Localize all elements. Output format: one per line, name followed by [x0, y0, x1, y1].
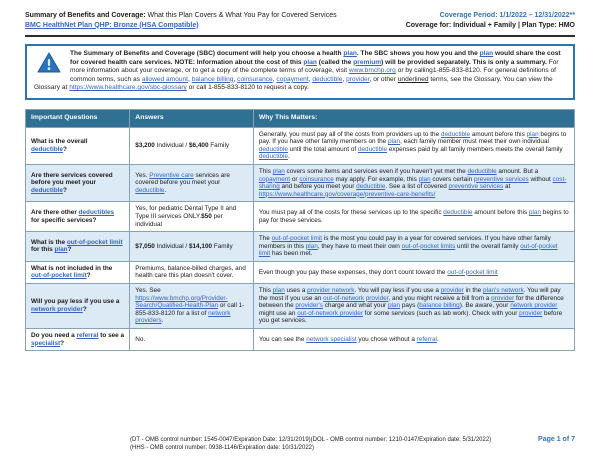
- text-segment: amount. But a: [496, 167, 539, 175]
- text-segment: has been met.: [270, 250, 313, 258]
- inline-link[interactable]: plan's network: [483, 287, 524, 295]
- inline-link[interactable]: coinsurance: [237, 75, 273, 83]
- inline-link[interactable]: deductible: [443, 209, 473, 217]
- text-segment: .: [164, 186, 167, 194]
- inline-link[interactable]: plan: [54, 246, 68, 254]
- text-segment: . The SBC shows you how you and the: [356, 50, 480, 57]
- text-segment: underlined: [397, 75, 429, 83]
- inline-link[interactable]: provider: [440, 287, 464, 295]
- text-segment: ?: [82, 306, 87, 314]
- header-title-block: [25, 11, 339, 30]
- inline-link[interactable]: network providers: [135, 309, 231, 325]
- question-cell: [26, 284, 130, 329]
- text-segment: before you get services.: [258, 309, 563, 325]
- inline-link[interactable]: plan: [418, 175, 431, 183]
- question-cell: [26, 329, 130, 351]
- inline-link[interactable]: Preventive care: [149, 171, 194, 179]
- why-cell: [253, 329, 574, 351]
- table-row: [26, 202, 575, 232]
- inline-link[interactable]: network provider: [510, 302, 558, 310]
- plan-name-link[interactable]: BMC HealthNet Plan QHP: Bronze (HSA Compatible): [25, 21, 199, 29]
- inline-link[interactable]: provider: [519, 309, 543, 317]
- omb-note-line1: (DT - OMB control number: 1545-0047/Expiration Date: 12/31/2019)(DOL - OMB control number: 1210-0147/Expiration date: 5/31/2022): [130, 437, 492, 443]
- text-segment: and before you meet your: [279, 183, 357, 191]
- inline-link[interactable]: preventive services: [474, 175, 529, 183]
- text-segment: at: [503, 183, 511, 191]
- warning-icon: [37, 52, 61, 74]
- text-segment: .: [436, 335, 439, 343]
- inline-link[interactable]: plan: [387, 302, 401, 310]
- inline-link[interactable]: provider: [491, 294, 515, 302]
- question-cell: [26, 164, 130, 201]
- text-segment: Will you pay less if you use a: [31, 298, 120, 306]
- inline-link[interactable]: provider: [346, 75, 370, 83]
- text-segment: until the overall family: [455, 242, 521, 250]
- text-segment: Premiums, balance-billed charges, and health care this plan doesn't cover.: [135, 264, 246, 280]
- text-segment: What is the: [31, 238, 67, 246]
- inline-link[interactable]: referral: [76, 332, 99, 340]
- inline-link[interactable]: specialist: [31, 339, 61, 347]
- text-segment: begins to pay. If you have other family members on the: [258, 130, 567, 146]
- header-divider: [25, 35, 575, 37]
- inline-link[interactable]: out-of-network provider: [297, 309, 363, 317]
- answer-cell: [130, 261, 254, 283]
- inline-link[interactable]: plan: [305, 242, 318, 250]
- table-row: [26, 232, 575, 262]
- column-header-answers: Answers: [130, 109, 254, 127]
- text-segment: covers some items and services even if you haven't yet met the: [284, 167, 468, 175]
- column-header-why-this-matters: Why This Matters:: [253, 109, 574, 127]
- text-segment: No.: [135, 335, 146, 343]
- why-cell: [253, 261, 574, 283]
- text-segment: amount before this: [472, 209, 529, 217]
- why-cell: [253, 127, 574, 164]
- text-segment: is the most you could pay in a year for covered services. If you have other family members in this: [258, 235, 551, 250]
- text-segment: (called the: [316, 58, 354, 66]
- why-cell: [253, 164, 574, 201]
- omb-note-line2: (HHS - OMB control number: 0938-1146/Expiration date: 10/31/2022): [130, 445, 314, 451]
- text-segment: What is the overall: [31, 138, 88, 146]
- text-segment: , and you might receive a bill from a: [388, 294, 492, 302]
- page-number: Page 1 of 7: [538, 436, 575, 443]
- text-segment: covers certain: [430, 175, 474, 183]
- inline-link[interactable]: https://www.healthcare.gov/coverage/preventive-care-benefits/: [258, 190, 436, 198]
- text-segment: Individual /: [154, 141, 189, 149]
- inline-link[interactable]: out-of-pocket limit: [66, 238, 123, 246]
- inline-link[interactable]: https://www.healthcare.gov/sbc-glossary: [69, 84, 187, 92]
- inline-link[interactable]: deductible: [258, 153, 288, 161]
- text-segment: .: [287, 153, 290, 161]
- text-segment: Even though you pay these expenses, they don't count toward the: [258, 268, 448, 276]
- text-segment: for this: [31, 246, 55, 254]
- inline-link[interactable]: deductible: [135, 186, 165, 194]
- text-segment: pays (: [400, 302, 420, 310]
- coverage-for: Coverage for: Individual + Family | Plan Type: HMO: [405, 21, 575, 29]
- inline-link[interactable]: https://www.bmchp.org/Provider-Search/Qualified-Health-Plan: [135, 294, 228, 310]
- text-segment: This: [258, 287, 273, 295]
- inline-link[interactable]: plan: [303, 58, 317, 66]
- coverage-period: Coverage Period: 1/1/2022 – 12/31/2022**: [439, 12, 575, 19]
- text-segment: Yes. See: [135, 287, 161, 295]
- inline-link[interactable]: plan: [388, 138, 401, 146]
- text-segment: may apply. For example, this: [333, 175, 419, 183]
- text-segment: Are there other: [31, 209, 79, 217]
- document-footer: [25, 436, 575, 458]
- text-segment: ,: [233, 75, 238, 83]
- text-segment: You can see the: [258, 335, 307, 343]
- inline-link[interactable]: plan: [272, 167, 285, 175]
- text-segment: for specific services?: [31, 216, 97, 224]
- text-segment: .: [161, 317, 164, 325]
- inline-link[interactable]: out-of-pocket limits: [401, 242, 456, 250]
- answer-cell: [130, 232, 254, 262]
- text-segment: . You will pay the most if you use an: [258, 287, 561, 302]
- table-row: [26, 127, 575, 164]
- inline-link[interactable]: deductible: [356, 183, 386, 191]
- text-segment: for the difference between the: [258, 294, 564, 310]
- text-segment: per individual: [135, 212, 223, 228]
- inline-link[interactable]: provider network: [307, 287, 355, 295]
- text-segment: The: [258, 235, 272, 243]
- inline-link[interactable]: out-of-pocket limit: [31, 272, 87, 280]
- text-segment: ?: [67, 246, 72, 254]
- text-segment: expenses paid by all family members meets the overall family: [387, 145, 563, 153]
- text-segment: Yes.: [135, 171, 150, 179]
- answer-cell: [130, 329, 254, 351]
- inline-link[interactable]: out-of-network provider: [323, 294, 389, 302]
- text-segment: You must pay all of the costs for these services up to the specific: [258, 209, 444, 217]
- text-segment: for some services (such as lab work). Check with your: [362, 309, 520, 317]
- question-cell: [26, 202, 130, 232]
- text-segment: amount before this: [470, 130, 527, 138]
- text-segment: or call 1-855-833-8120 to request a copy.: [186, 84, 309, 92]
- inline-link[interactable]: plan: [343, 50, 357, 57]
- text-segment: $3,200: [135, 141, 155, 149]
- table-header-row: [26, 109, 575, 127]
- table-row: [26, 284, 575, 329]
- inline-link[interactable]: copayment: [258, 175, 291, 183]
- text-segment: ?: [62, 145, 67, 153]
- table-row: [26, 261, 575, 283]
- text-segment: you chose without a: [356, 335, 417, 343]
- text-segment: The Summary of Benefits and Coverage (SBC) document will help you choose a health: [70, 50, 344, 57]
- table-row: [26, 329, 575, 351]
- text-segment: Yes, for pediatric Dental Type II and Type III services ONLY.: [135, 205, 237, 220]
- question-cell: [26, 261, 130, 283]
- inline-link[interactable]: network specialist: [306, 335, 357, 343]
- document-title-rest: What this Plan Covers & What You Pay for Covered Services: [145, 12, 337, 19]
- inline-link[interactable]: deductible: [357, 145, 388, 153]
- text-segment: Individual /: [154, 242, 189, 250]
- inline-link[interactable]: out-of-pocket limit: [271, 235, 323, 243]
- text-segment: $6,400: [188, 141, 209, 149]
- text-segment: ,: [272, 75, 277, 83]
- inline-link[interactable]: www.bmchp.org: [348, 67, 396, 75]
- inline-link[interactable]: cost-sharing: [258, 175, 567, 191]
- inline-link[interactable]: deductible: [312, 75, 343, 83]
- inline-link[interactable]: plan: [526, 130, 539, 138]
- inline-link[interactable]: deductible: [31, 145, 63, 153]
- column-header-important-questions: Important Questions: [26, 109, 130, 127]
- inline-link[interactable]: coinsurance: [299, 175, 334, 183]
- answer-cell: [130, 164, 254, 201]
- text-segment: Are there services covered before you meet your: [31, 171, 113, 187]
- text-segment: or: [290, 175, 300, 183]
- text-segment: or call 1-855-833-8120 for a list of: [135, 302, 245, 317]
- inline-link[interactable]: deductible: [440, 130, 471, 138]
- inline-link[interactable]: allowed amount: [141, 75, 189, 83]
- text-segment: . You will pay less if you use a: [354, 287, 441, 295]
- text-segment: might use an: [258, 309, 298, 317]
- table-row: [26, 164, 575, 201]
- why-cell: [253, 284, 574, 329]
- inline-link[interactable]: plan: [272, 287, 285, 295]
- text-segment: ,: [308, 75, 313, 83]
- answer-cell: [130, 202, 254, 232]
- inline-link[interactable]: copayment: [276, 75, 309, 83]
- inline-link[interactable]: deductible: [467, 167, 497, 175]
- document-header: [25, 11, 575, 30]
- text-segment: $7,050: [135, 242, 155, 250]
- text-segment: Family: [208, 141, 230, 149]
- omb-control-notes: [130, 436, 526, 452]
- text-segment: begins to pay for these services.: [258, 209, 569, 224]
- text-segment: ) will be provided separately. This is only a summary.: [381, 58, 549, 66]
- intro-paragraph: [34, 50, 561, 91]
- inline-link[interactable]: network provider: [31, 306, 83, 314]
- text-segment: or by calling1-855-833-8120. For general definitions of common terms, such as: [70, 67, 557, 83]
- inline-link[interactable]: premium: [353, 58, 382, 66]
- inline-link[interactable]: deductibles: [78, 209, 115, 217]
- text-segment: Family: [212, 242, 233, 250]
- text-segment: ). Be aware, your: [459, 302, 511, 310]
- text-segment: . See a list of covered: [385, 183, 449, 191]
- text-segment: This: [258, 167, 273, 175]
- text-segment: without: [528, 175, 553, 183]
- inline-link[interactable]: out-of-pocket limit: [258, 242, 558, 258]
- text-segment: ?: [86, 272, 91, 280]
- text-segment: services are covered before you meet your: [135, 171, 230, 187]
- text-segment: terms, see the Glossary. You can view the Glossary at: [34, 75, 553, 92]
- text-segment: charge and what your: [322, 302, 388, 310]
- header-coverage-block: [350, 11, 576, 30]
- text-segment: , they have to meet their own: [317, 242, 402, 250]
- text-segment: uses a: [284, 287, 308, 295]
- text-segment: , or other: [369, 75, 398, 83]
- why-cell: [253, 232, 574, 262]
- text-segment: , each family member must meet their own individual: [400, 138, 549, 146]
- inline-link[interactable]: preventive services: [448, 183, 504, 191]
- inline-link[interactable]: plan: [528, 209, 542, 217]
- text-segment: ?: [62, 186, 67, 194]
- answer-cell: [130, 127, 254, 164]
- text-segment: Do you need a: [31, 332, 77, 340]
- text-segment: $50: [201, 212, 212, 220]
- inline-link[interactable]: deductible: [31, 186, 63, 194]
- why-cell: [253, 202, 574, 232]
- answer-cell: [130, 284, 254, 329]
- inline-link[interactable]: balance billing: [419, 302, 460, 310]
- text-segment: What is not included in the: [31, 264, 113, 272]
- inline-link[interactable]: provider's: [295, 302, 323, 310]
- document-title-lead: Summary of Benefits and Coverage:: [25, 12, 146, 19]
- text-segment: $14,100: [188, 242, 213, 250]
- inline-link[interactable]: balance billing: [191, 75, 234, 83]
- text-segment: ?: [60, 339, 65, 347]
- inline-link[interactable]: plan: [479, 50, 494, 57]
- document-title: [25, 11, 339, 21]
- question-cell: [26, 127, 130, 164]
- text-segment: ,: [188, 75, 192, 83]
- inline-link[interactable]: out-of-pocket limit: [447, 268, 498, 276]
- text-segment: would share the cost for covered health care services. NOTE: Information about the cost of this: [70, 50, 561, 66]
- text-segment: ,: [342, 75, 347, 83]
- text-segment: to see a: [98, 332, 125, 340]
- intro-summary-box: [25, 44, 575, 100]
- text-segment: For more information about your coverage, or to get a copy of the complete terms of coverage, visit: [70, 58, 559, 75]
- text-segment: until the total amount of: [287, 145, 358, 153]
- text-segment: in the: [463, 287, 484, 295]
- inline-link[interactable]: deductible: [258, 145, 288, 153]
- sbc-table: [25, 109, 575, 351]
- question-cell: [26, 232, 130, 262]
- text-segment: Generally, you must pay all of the costs from providers up to the: [258, 130, 441, 138]
- inline-link[interactable]: referral: [416, 335, 437, 343]
- table-body: [26, 127, 575, 351]
